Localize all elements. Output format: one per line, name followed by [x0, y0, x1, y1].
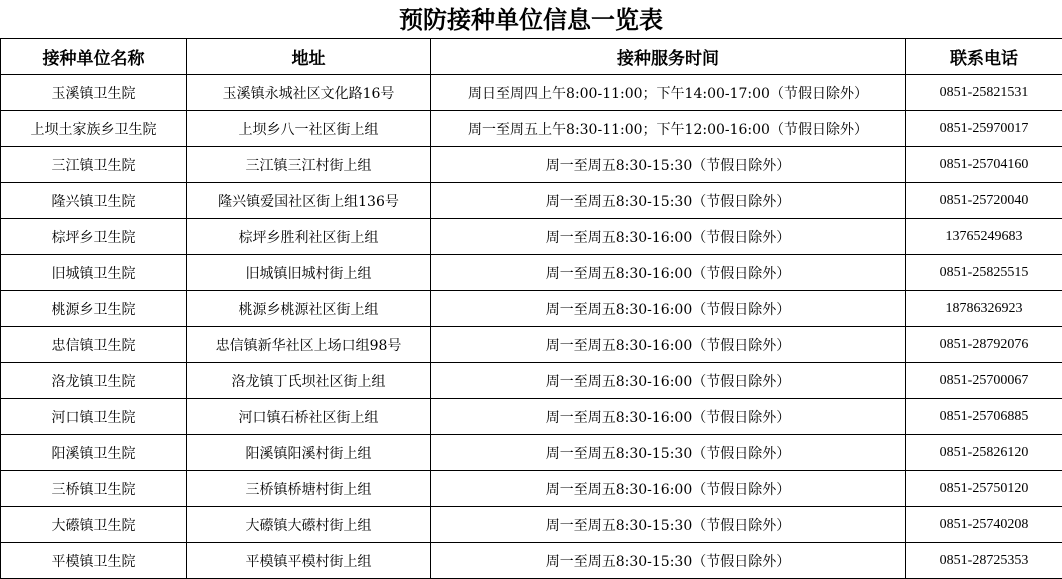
cell-address: 忠信镇新华社区上场口组98号 — [187, 327, 431, 363]
cell-address: 大礤镇大礤村街上组 — [187, 507, 431, 543]
cell-phone: 0851-28792076 — [906, 327, 1062, 363]
cell-address: 三江镇三江村街上组 — [187, 147, 431, 183]
cell-hours: 周一至周五8:30-15:30（节假日除外） — [431, 507, 906, 543]
cell-name: 大礤镇卫生院 — [1, 507, 187, 543]
cell-hours: 周一至周五8:30-16:00（节假日除外） — [431, 219, 906, 255]
cell-phone: 18786326923 — [906, 291, 1062, 327]
cell-hours: 周一至周五8:30-16:00（节假日除外） — [431, 471, 906, 507]
cell-address: 棕坪乡胜利社区街上组 — [187, 219, 431, 255]
cell-hours: 周一至周五8:30-16:00（节假日除外） — [431, 327, 906, 363]
cell-phone: 0851-25821531 — [906, 75, 1062, 111]
cell-name: 阳溪镇卫生院 — [1, 435, 187, 471]
cell-name: 隆兴镇卫生院 — [1, 183, 187, 219]
column-header-address: 地址 — [187, 39, 431, 75]
cell-name: 三桥镇卫生院 — [1, 471, 187, 507]
cell-name: 玉溪镇卫生院 — [1, 75, 187, 111]
cell-name: 平模镇卫生院 — [1, 543, 187, 579]
column-header-hours: 接种服务时间 — [431, 39, 906, 75]
cell-name: 河口镇卫生院 — [1, 399, 187, 435]
cell-hours: 周一至周五8:30-15:30（节假日除外） — [431, 543, 906, 579]
cell-address: 桃源乡桃源社区街上组 — [187, 291, 431, 327]
cell-hours: 周一至周五8:30-16:00（节假日除外） — [431, 399, 906, 435]
cell-phone: 0851-25750120 — [906, 471, 1062, 507]
cell-address: 上坝乡八一社区街上组 — [187, 111, 431, 147]
table-row — [1, 435, 1062, 471]
cell-hours: 周一至周五8:30-16:00（节假日除外） — [431, 291, 906, 327]
cell-phone: 0851-25704160 — [906, 147, 1062, 183]
table-row — [1, 111, 1062, 147]
cell-address: 平模镇平模村街上组 — [187, 543, 431, 579]
cell-name: 忠信镇卫生院 — [1, 327, 187, 363]
cell-phone: 0851-25720040 — [906, 183, 1062, 219]
table-row — [1, 399, 1062, 435]
cell-hours: 周一至周五8:30-15:30（节假日除外） — [431, 435, 906, 471]
cell-address: 阳溪镇阳溪村街上组 — [187, 435, 431, 471]
cell-hours: 周一至周五上午8:30-11:00；下午12:00-16:00（节假日除外） — [431, 111, 906, 147]
cell-address: 旧城镇旧城村街上组 — [187, 255, 431, 291]
cell-address: 洛龙镇丁氏坝社区街上组 — [187, 363, 431, 399]
cell-name: 旧城镇卫生院 — [1, 255, 187, 291]
cell-hours: 周一至周五8:30-15:30（节假日除外） — [431, 183, 906, 219]
cell-hours: 周日至周四上午8:00-11:00；下午14:00-17:00（节假日除外） — [431, 75, 906, 111]
cell-address: 三桥镇桥塘村街上组 — [187, 471, 431, 507]
cell-name: 桃源乡卫生院 — [1, 291, 187, 327]
cell-phone: 0851-28725353 — [906, 543, 1062, 579]
table-row — [1, 291, 1062, 327]
cell-phone: 0851-25970017 — [906, 111, 1062, 147]
cell-address: 玉溪镇永城社区文化路16号 — [187, 75, 431, 111]
cell-name: 上坝土家族乡卫生院 — [1, 111, 187, 147]
cell-phone: 0851-25700067 — [906, 363, 1062, 399]
table-row — [1, 147, 1062, 183]
table-row — [1, 471, 1062, 507]
table-row — [1, 327, 1062, 363]
table-row — [1, 255, 1062, 291]
table-row — [1, 183, 1062, 219]
cell-address: 隆兴镇爱国社区街上组136号 — [187, 183, 431, 219]
cell-name: 洛龙镇卫生院 — [1, 363, 187, 399]
cell-phone: 0851-25825515 — [906, 255, 1062, 291]
cell-name: 三江镇卫生院 — [1, 147, 187, 183]
page-title: 预防接种单位信息一览表 — [399, 5, 663, 34]
cell-hours: 周一至周五8:30-15:30（节假日除外） — [431, 147, 906, 183]
table-row — [1, 543, 1062, 579]
table-row — [1, 219, 1062, 255]
cell-hours: 周一至周五8:30-16:00（节假日除外） — [431, 363, 906, 399]
cell-hours: 周一至周五8:30-16:00（节假日除外） — [431, 255, 906, 291]
cell-phone: 0851-25740208 — [906, 507, 1062, 543]
cell-name: 棕坪乡卫生院 — [1, 219, 187, 255]
cell-address: 河口镇石桥社区街上组 — [187, 399, 431, 435]
table-row — [1, 363, 1062, 399]
cell-phone: 13765249683 — [906, 219, 1062, 255]
cell-phone: 0851-25826120 — [906, 435, 1062, 471]
cell-phone: 0851-25706885 — [906, 399, 1062, 435]
column-header-phone: 联系电话 — [906, 39, 1062, 75]
table-row — [1, 75, 1062, 111]
vaccination-sites-table — [0, 38, 1062, 579]
table-header-row — [1, 39, 1062, 75]
column-header-name: 接种单位名称 — [1, 39, 187, 75]
table-row — [1, 507, 1062, 543]
